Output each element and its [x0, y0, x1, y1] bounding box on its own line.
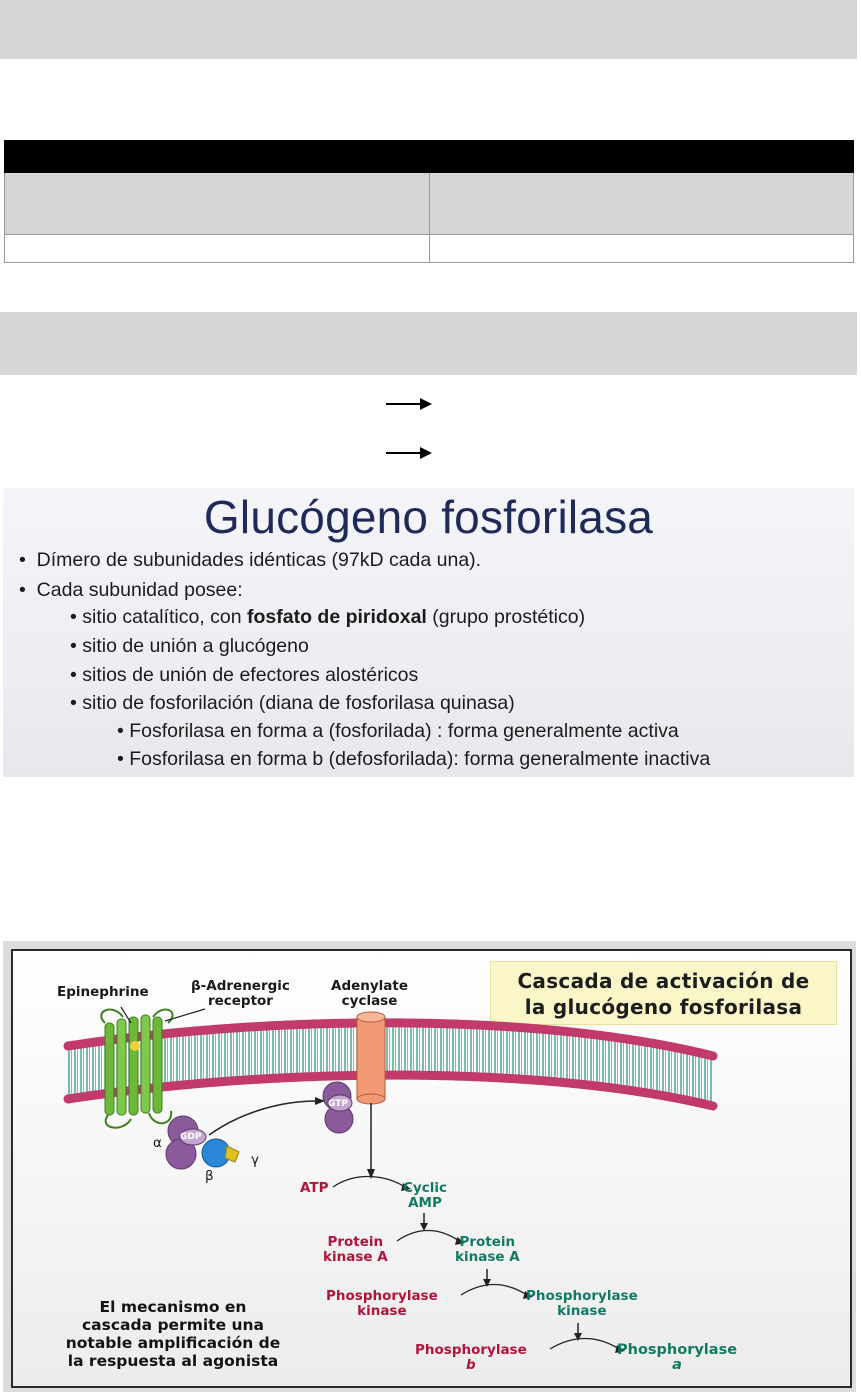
bullet-item: • Cada subunidad posee: — [19, 579, 243, 601]
sub-bullet-item: • sitio de unión a glucógeno — [70, 635, 309, 657]
activation-arrow — [209, 1101, 317, 1135]
slide-cascade-diagram — [3, 941, 856, 1392]
label-phosphorylase-a: Phosphorylase a — [617, 1342, 738, 1373]
sub-sub-bullet-item: • Fosforilasa en forma a (fosforilada) : forma generalmente activa — [117, 720, 679, 742]
empty-table — [4, 140, 854, 263]
right-arrow-icon — [386, 447, 432, 459]
label-protein-kinase-a-inactive: Protein kinase A — [323, 1234, 388, 1265]
label-beta-adrenergic-receptor: β-Adrenergic receptor — [191, 978, 290, 1009]
header-band — [0, 0, 857, 59]
label-cyclic-amp: Cyclic AMP — [403, 1180, 447, 1211]
label-phosphorylase-b: Phosphorylase b — [415, 1342, 527, 1373]
label-phosphorylase-kinase-active: Phosphorylase kinase — [526, 1288, 638, 1319]
cascade-diagram — [11, 949, 852, 1388]
slide-title: Glucógeno fosforilasa — [203, 491, 654, 543]
bullet-item: • Dímero de subunidades idénticas (97kD cada una). — [19, 549, 482, 571]
sub-sub-bullet-item: • Fosforilasa en forma b (defosforilada): forma generalmente inactiva — [117, 748, 711, 770]
label-beta: β — [205, 1168, 214, 1184]
label-alpha: α — [153, 1135, 162, 1151]
section-band — [0, 312, 857, 375]
table-row — [5, 235, 854, 263]
slide-glucogeno-fosforilasa — [3, 488, 854, 777]
table-header-row — [5, 141, 854, 173]
label-adenylate-cyclase: Adenylate cyclase — [331, 978, 409, 1009]
receptor-helices — [101, 1010, 172, 1128]
cascade-title-line: la glucógeno fosforilasa — [524, 995, 803, 1019]
label-gtp: GTP — [328, 1099, 348, 1109]
label-gamma: γ — [251, 1152, 259, 1168]
table-row — [5, 173, 854, 235]
label-protein-kinase-a-active: Protein kinase A — [455, 1234, 520, 1265]
label-epinephrine: Epinephrine — [57, 984, 149, 1000]
right-arrow-icon — [386, 398, 432, 410]
sub-bullet-item: • sitios de unión de efectores alostéricos — [70, 664, 419, 686]
sub-bullet-item: • sitio catalítico, con fosfato de piridoxal (grupo prostético) — [70, 606, 586, 628]
label-gdp: GDP — [180, 1132, 202, 1142]
sub-bullet-item: • sitio de fosforilación (diana de fosforilasa quinasa) — [70, 692, 515, 714]
cascade-note: El mecanismo en cascada permite una notable amplificación de la respuesta al agonista — [65, 1298, 281, 1370]
adenylate-cyclase — [357, 1012, 385, 1179]
cascade-title-line: Cascada de activación de — [517, 969, 810, 993]
label-atp: ATP — [300, 1180, 329, 1196]
label-phosphorylase-kinase-inactive: Phosphorylase kinase — [326, 1288, 438, 1319]
